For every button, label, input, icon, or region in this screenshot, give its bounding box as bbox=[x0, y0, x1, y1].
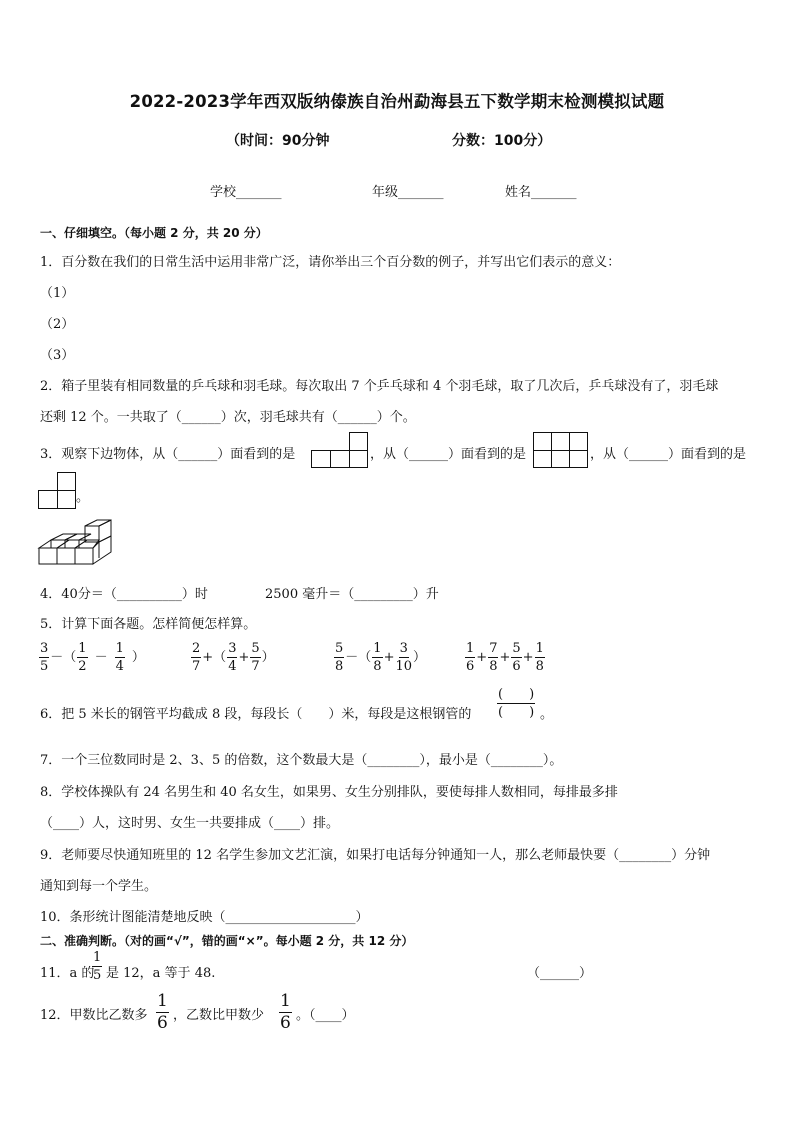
page-title: 2022-2023学年西双版纳傣族自治州勐海县五下数学期末检测模拟试题 bbox=[129, 92, 665, 111]
expression-3: $\frac{5}{8}$ －（ $\frac{1}{8}$ + $\frac{3}{10}$ ） bbox=[335, 641, 427, 674]
question-6-blank-fraction: $\frac{( )}{( )}$ bbox=[498, 687, 535, 720]
question-3-end: 。 bbox=[76, 490, 90, 505]
question-1-answer-3: （3） bbox=[40, 348, 75, 363]
question-1-answer-1: （1） bbox=[40, 286, 75, 301]
question-12-fraction-2: $\frac{1}{6}$ bbox=[280, 991, 291, 1033]
question-1: 1．百分数在我们的日常生活中运用非常广泛，请你举出三个百分数的例子，并写出它们表示的意义： bbox=[40, 255, 621, 270]
view-figure-1 bbox=[311, 432, 368, 468]
question-4-a: 4．40分＝（__________）时 bbox=[40, 587, 208, 602]
question-2-line-1: 2．箱子里装有相同数量的乒乓球和羽毛球。每次取出 7 个乒乓球和 4 个羽毛球，取了几次后，乒乓球没有了，羽毛球 bbox=[40, 379, 719, 394]
question-6: 6．把 5 米长的钢管平均截成 8 段，每段长（ ）米，每段是这根钢管的 bbox=[40, 707, 472, 722]
view-figure-3 bbox=[38, 472, 76, 509]
question-8-line-2: （____）人，这时男、女生一共要排成（____）排。 bbox=[40, 816, 340, 831]
question-3-part-1: 3．观察下边物体，从（______）面看到的是 bbox=[40, 447, 296, 462]
question-12-end: 。（____） bbox=[296, 1008, 355, 1023]
exam-time: （时间：90分钟 bbox=[226, 133, 330, 149]
expression-2: $\frac{2}{7}$ +（ $\frac{3}{4}$ + $\frac{5}{7}$ ） bbox=[192, 641, 275, 674]
question-11-blank[interactable]: （______） bbox=[527, 966, 593, 981]
question-12-a: 12．甲数比乙数多 bbox=[40, 1008, 148, 1023]
question-11-fraction: $\frac{1}{5}$ bbox=[93, 950, 102, 983]
question-9-line-2: 通知到每一个学生。 bbox=[40, 879, 158, 894]
question-11-b: 是 12，a 等于 48. bbox=[106, 966, 216, 981]
question-7: 7．一个三位数同时是 2、3、5 的倍数，这个数最大是（________），最小是（________）。 bbox=[40, 753, 563, 768]
exam-score: 分数：100分） bbox=[452, 133, 552, 149]
question-4-b: 2500 毫升＝（_________）升 bbox=[265, 587, 439, 602]
question-5: 5．计算下面各题。怎样简便怎样算。 bbox=[40, 617, 257, 632]
section-1-heading: 一、仔细填空。（每小题 2 分，共 20 分） bbox=[40, 226, 268, 240]
question-8-line-1: 8．学校体操队有 24 名男生和 40 名女生，如果男、女生分别排队，要使每排人数相同，每排最多排 bbox=[40, 785, 618, 800]
expression-4: $\frac{1}{6}$ + $\frac{7}{8}$ + $\frac{5}{6}$ + $\frac{1}{8}$ bbox=[466, 641, 544, 674]
cube-stack-figure bbox=[37, 518, 121, 566]
question-11-a: 11．a 的 bbox=[40, 966, 95, 981]
expression-1: $\frac{3}{5}$ －（ $\frac{1}{2}$ － $\frac{1}{4}$ ） bbox=[40, 641, 145, 674]
grade-field[interactable]: 年级_______ bbox=[372, 185, 444, 200]
question-3-part-3: ，从（______）面看到的是 bbox=[590, 447, 747, 462]
question-2-line-2: 还剩 12 个。一共取了（______）次，羽毛球共有（______）个。 bbox=[40, 410, 416, 425]
question-3-part-2: ，从（______）面看到的是 bbox=[370, 447, 527, 462]
question-1-answer-2: （2） bbox=[40, 317, 75, 332]
name-field[interactable]: 姓名_______ bbox=[505, 185, 577, 200]
question-6-end: 。 bbox=[540, 707, 554, 722]
school-field[interactable]: 学校_______ bbox=[210, 185, 282, 200]
question-12-b: ，乙数比甲数少 bbox=[173, 1008, 265, 1023]
view-figure-2 bbox=[533, 432, 588, 468]
question-10: 10．条形统计图能清楚地反映（____________________） bbox=[40, 910, 369, 925]
section-2-heading: 二、准确判断。（对的画“√”，错的画“×”。每小题 2 分，共 12 分） bbox=[40, 934, 414, 948]
question-9-line-1: 9．老师要尽快通知班里的 12 名学生参加文艺汇演，如果打电话每分钟通知一人，那么老师最快要（________）分钟 bbox=[40, 848, 711, 863]
question-12-fraction-1: $\frac{1}{6}$ bbox=[157, 991, 168, 1033]
